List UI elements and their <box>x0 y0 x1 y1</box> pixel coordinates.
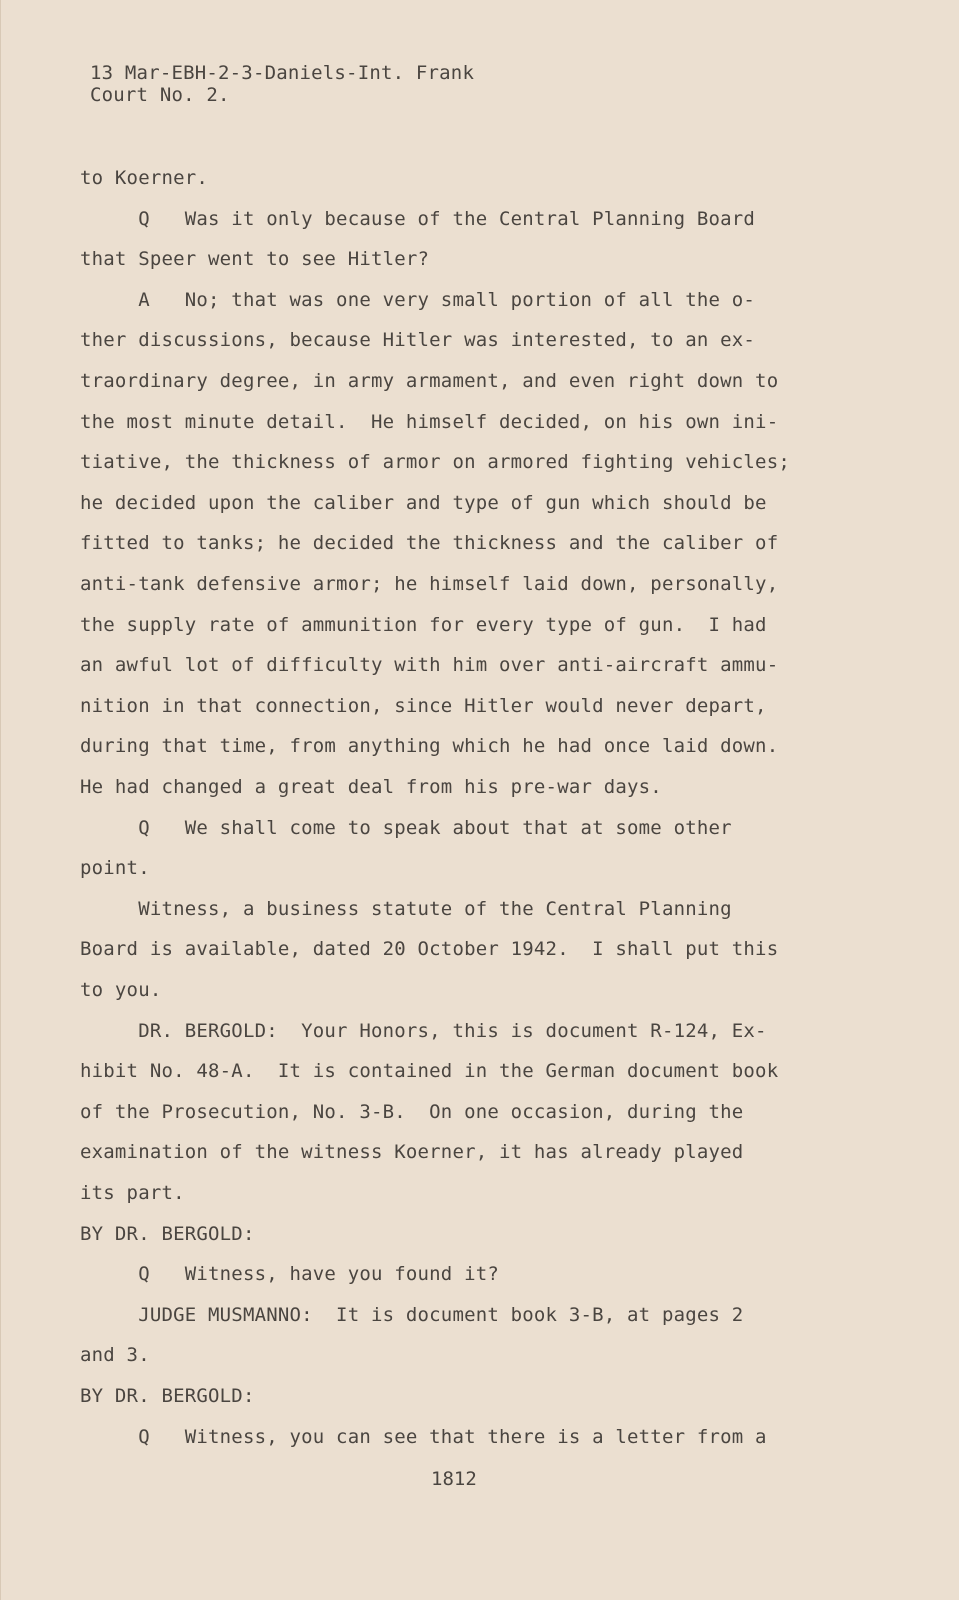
transcript-line: anti-tank defensive armor; he himself laid down, personally, <box>80 573 779 595</box>
transcript-line: Witness, a business statute of the Central Planning <box>80 897 732 920</box>
transcript-line: of the Prosecution, No. 3-B. On one occasion, during the <box>80 1100 744 1123</box>
transcript-line: and 3. <box>80 1344 150 1367</box>
transcript-line: BY DR. BERGOLD: <box>80 1385 255 1407</box>
transcript-line: ther discussions, because Hitler was interested, to an ex- <box>80 329 756 352</box>
transcript-line: Q Witness, have you found it? <box>80 1263 500 1286</box>
page-number: 1812 <box>431 1468 477 1490</box>
transcript-line: JUDGE MUSMANNO: It is document book 3-B, at pages 2 <box>80 1303 744 1326</box>
transcript-line: he decided upon the caliber and type of gun which should be <box>80 491 767 514</box>
transcript-line: fitted to tanks; he decided the thickness and the caliber of <box>80 532 779 555</box>
transcript-line: hibit No. 48-A. It is contained in the German document book <box>80 1060 779 1083</box>
header-court: Court No. 2. <box>90 84 230 106</box>
transcript-line: the supply rate of ammunition for every type of gun. I had <box>80 613 767 636</box>
transcript-line: its part. <box>80 1182 185 1204</box>
transcript-line: Board is available, dated 20 October 1942. I shall put this <box>80 938 779 961</box>
transcript-line: that Speer went to see Hitler? <box>80 248 430 271</box>
header-reference: 13 Mar-EBH-2-3-Daniels-Int. Frank <box>90 62 475 84</box>
transcript-line: to you. <box>80 979 162 1001</box>
transcript-line: A No; that was one very small portion of all the o- <box>80 288 756 311</box>
transcript-line: He had changed a great deal from his pre-war days. <box>80 776 662 798</box>
transcript-line: during that time, from anything which he had once laid down. <box>80 735 779 758</box>
transcript-line: Q Witness, you can see that there is a letter from a <box>80 1425 767 1448</box>
transcript-line: tiative, the thickness of armor on armored fighting vehicles; <box>80 451 790 474</box>
transcript-line: point. <box>80 857 150 880</box>
transcript-line: an awful lot of difficulty with him over anti-aircraft ammu- <box>80 654 779 677</box>
transcript-line: Q We shall come to speak about that at some other <box>80 816 732 839</box>
transcript-line: to Koerner. <box>80 167 209 189</box>
transcript-line: DR. BERGOLD: Your Honors, this is document R-124, Ex- <box>80 1019 767 1042</box>
transcript-line: Q Was it only because of the Central Planning Board <box>80 207 756 230</box>
transcript-line: traordinary degree, in army armament, and even right down to <box>80 370 779 392</box>
transcript-line: the most minute detail. He himself decided, on his own ini- <box>80 410 779 433</box>
transcript-line: examination of the witness Koerner, it has already played <box>80 1141 744 1164</box>
transcript-line: BY DR. BERGOLD: <box>80 1222 255 1245</box>
transcript-line: nition in that connection, since Hitler would never depart, <box>80 694 767 717</box>
